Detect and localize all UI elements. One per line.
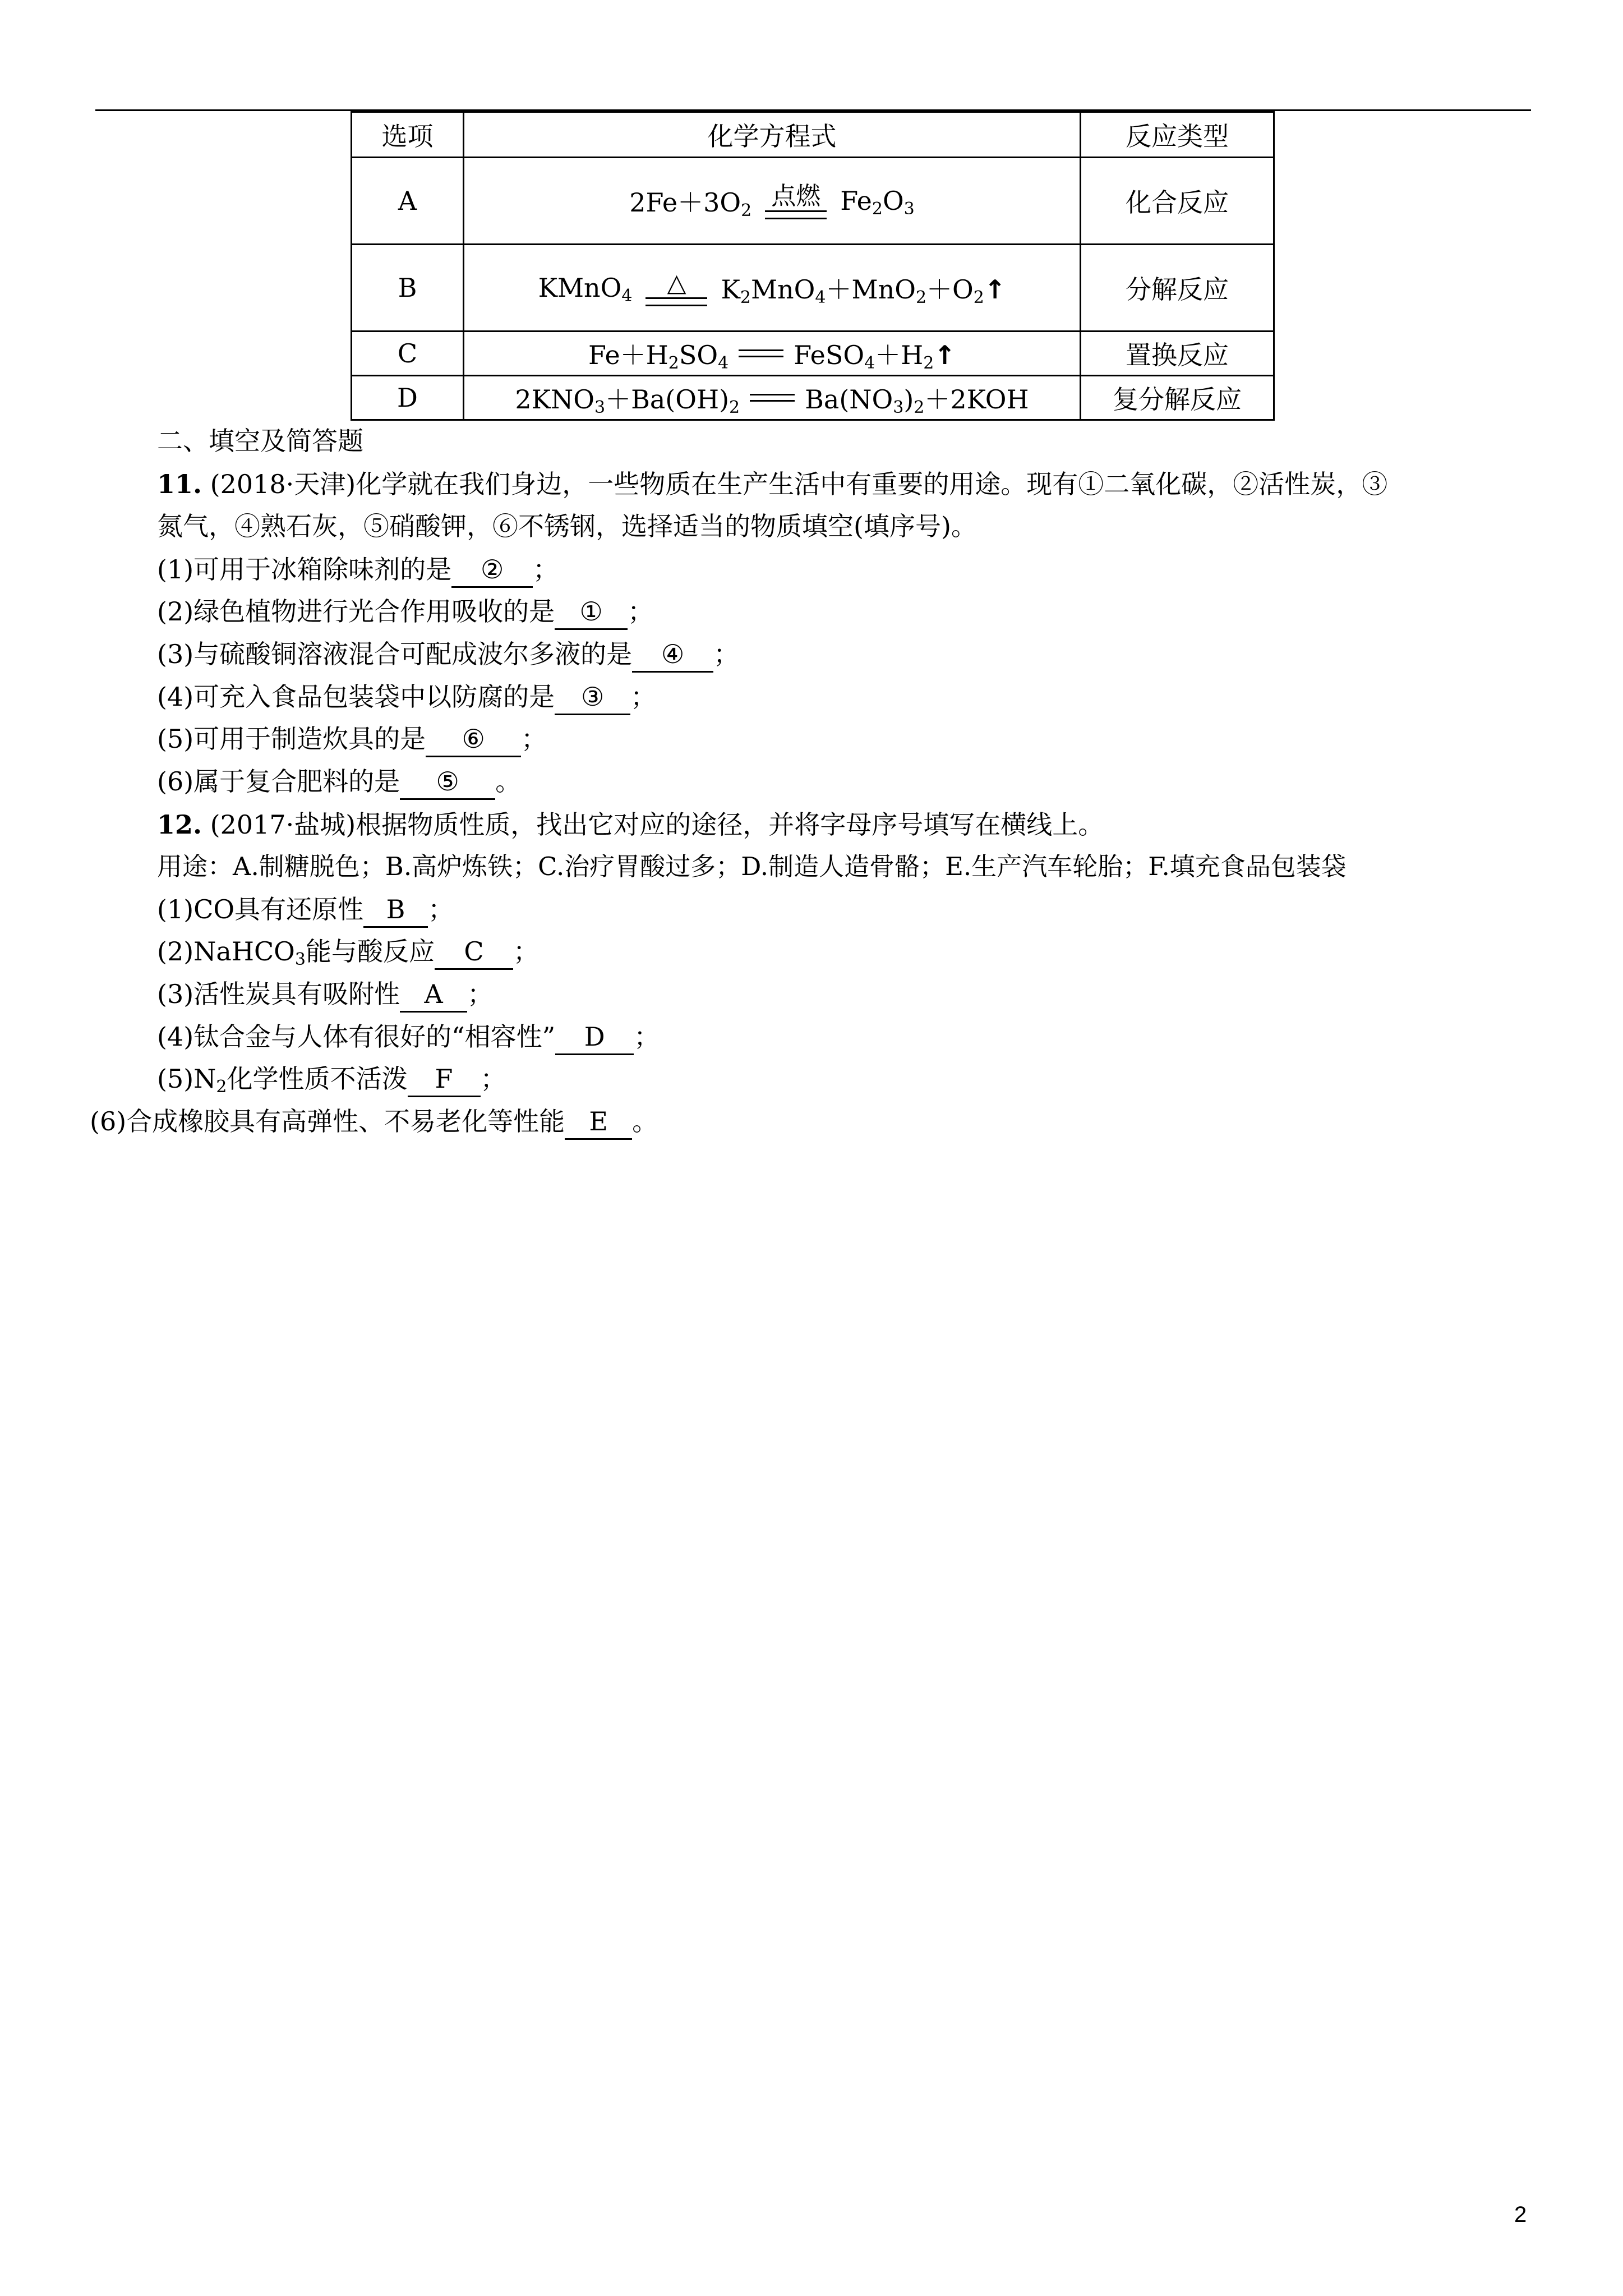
row-type: 分解反应 (1081, 245, 1274, 332)
answer-blank: ⑥ (426, 722, 521, 757)
answer-blank: B (363, 892, 428, 928)
table-row (352, 158, 1274, 245)
equation-b: KMnO$_4$ △ $K_2MnO_4+MnO_2+O_2↑$ (464, 245, 1081, 332)
row-option: A (352, 158, 464, 245)
q11-line1: 11. (2018·天津)化学就在我们身边，一些物质在生产生活中有重要的用途。现有①二氧化碳，②活性炭，③ (157, 469, 1388, 499)
reaction-condition: 点燃 (771, 182, 821, 210)
q11-item: (5)可用于制造炊具的是 ⑥ ； (157, 722, 547, 757)
answer-blank: ① (555, 595, 628, 630)
gas-arrow-icon: ↑ (984, 274, 1006, 305)
table-row (352, 376, 1274, 420)
header-equation: 化学方程式 (464, 112, 1081, 158)
row-option: C (352, 332, 464, 376)
q11-item: (2)绿色植物进行光合作用吸收的是 ① ； (157, 595, 653, 630)
answer-blank: ⑤ (400, 765, 495, 800)
q12-item: (1)CO具有还原性 B ； (157, 892, 454, 928)
answer-blank: ④ (632, 637, 713, 673)
q12-item: (3)活性炭具有吸附性 A ； (157, 977, 493, 1013)
q12-item: (4)钛合金与人体有很好的“相容性” D ； (157, 1020, 660, 1055)
table-row (352, 245, 1274, 332)
header-option: 选项 (352, 112, 464, 158)
row-option: B (352, 245, 464, 332)
answer-blank: A (400, 977, 467, 1013)
answer-blank: ③ (555, 680, 630, 715)
reaction-table (351, 111, 1275, 421)
answer-blank: F (408, 1062, 481, 1097)
q11-item: (3)与硫酸铜溶液混合可配成波尔多液的是 ④ ； (157, 637, 739, 673)
header-type: 反应类型 (1081, 112, 1274, 158)
heat-condition: △ (667, 269, 686, 297)
q11-item: (1)可用于冰箱除味剂的是 ② ； (157, 553, 559, 588)
q12-item: (6)合成橡胶具有高弹性、不易老化等性能 E 。 (90, 1105, 658, 1140)
row-option: D (352, 376, 464, 420)
q11-item: (4)可充入食品包装袋中以防腐的是 ③ ； (157, 680, 656, 715)
q12-item: $(5)N_2$化学性质不活泼 F ； (157, 1062, 506, 1097)
table-row (352, 332, 1274, 376)
answer-blank: C (435, 935, 513, 970)
q11-line2: 氮气，④熟石灰，⑤硝酸钾，⑥不锈钢，选择适当的物质填空(填序号)。 (157, 511, 977, 541)
row-type: 复分解反应 (1081, 376, 1274, 420)
gas-arrow-icon: ↑ (934, 340, 956, 370)
q12-line1: 12. (2017·盐城)根据物质性质，找出它对应的途径，并将字母序号填写在横线上。 (157, 809, 1104, 840)
equation-d: $2KNO_3+Ba(OH)_2$ $Ba(NO_3)_2+2KOH$ (464, 376, 1081, 420)
answer-blank: ② (451, 553, 533, 588)
section-title: 二、填空及简答题 (157, 426, 363, 456)
q12-uses: 用途：A.制糖脱色；B.高炉炼铁；C.治疗胃酸过多；D.制造人造骨骼；E.生产汽车轮胎；F.填充食品包装袋 (157, 852, 1347, 881)
answer-blank: D (555, 1020, 634, 1055)
row-type: 化合反应 (1081, 158, 1274, 245)
table-header-row (352, 112, 1274, 158)
answer-blank: E (565, 1105, 632, 1140)
q11-item: (6)属于复合肥料的是 ⑤ 。 (157, 765, 521, 800)
q12-item: (2)NaHCO$_3$能与酸反应 C ； (157, 935, 539, 970)
page-number: 2 (1514, 2202, 1527, 2227)
row-type: 置换反应 (1081, 332, 1274, 376)
equation-c: $Fe+H_2SO_4$ $FeSO_4+H_2↑$ (464, 332, 1081, 376)
equation-a: $2Fe+3O_2$ 点燃 $Fe_2O_3$ (464, 158, 1081, 245)
